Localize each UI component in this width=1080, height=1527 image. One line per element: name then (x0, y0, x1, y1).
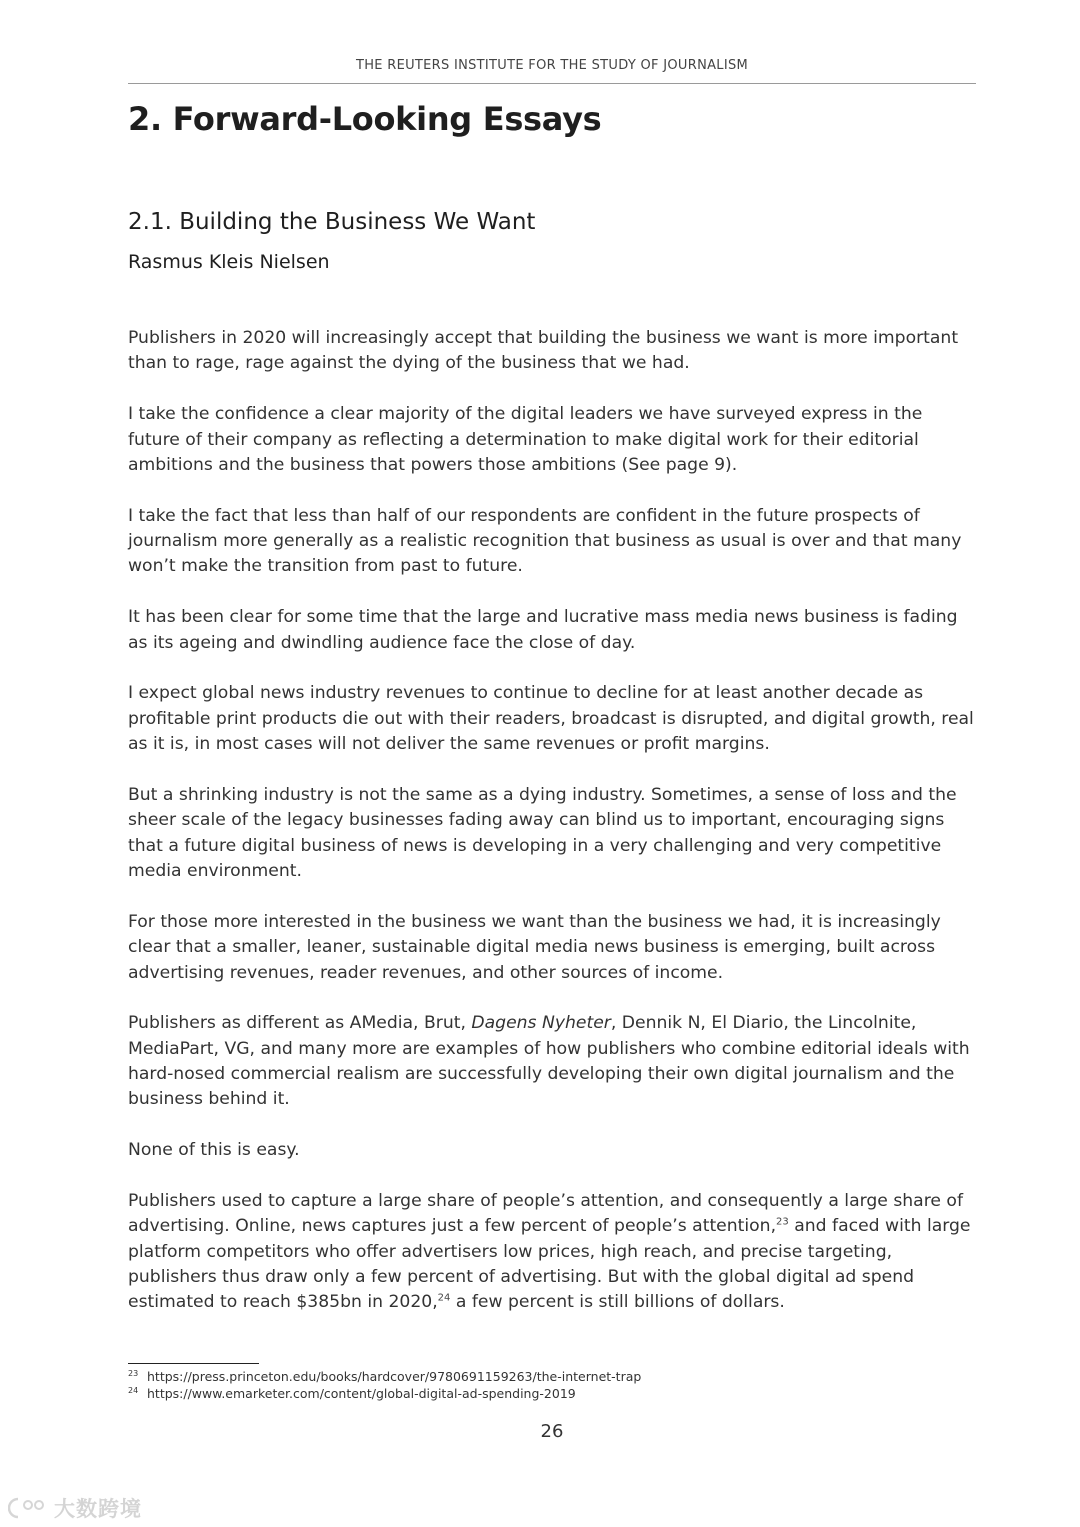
page-number: 26 (540, 1421, 564, 1442)
footnote-number: 23 (128, 1369, 139, 1378)
paragraph-publishers (128, 1011, 978, 1113)
chapter-title: 2. Forward-Looking Essays (128, 100, 602, 138)
paragraph: I take the confidence a clear majority of the digital leaders we have surveyed express in the future of their company as reflecting a determination to make digital work for their editorial ambitions and the business that powers those ambitions (See page 9). (128, 404, 923, 475)
footnote-ref-23[interactable]: 23 (776, 1216, 789, 1228)
author-name: Rasmus Kleis Nielsen (128, 251, 330, 273)
paragraph: It has been clear for some time that the large and lucrative mass media news business is fading as its ageing and dwindling audience face the close of day. (128, 607, 958, 653)
text-run: Publishers used to capture a large share of people’s attention, and consequently a large share of advertising. Online, news captures just a few percent of people’s attention, (128, 1190, 964, 1237)
footnote-link[interactable]: https://press.princeton.edu/books/hardcover/9780691159263/the-internet-trap (147, 1369, 642, 1384)
watermark-logo-icon (8, 1496, 50, 1520)
text-run: and faced with large platform competitors who offer advertisers low prices, high reach, and precise targeting, publishers thus draw only a few percent of advertising. But with the global digital ad spend estimated to reach $385bn in 2020, (128, 1216, 971, 1313)
paragraph-advertising (128, 1189, 978, 1316)
running-header: THE REUTERS INSTITUTE FOR THE STUDY OF JOURNALISM (128, 58, 976, 84)
paragraph: But a shrinking industry is not the same as a dying industry. Sometimes, a sense of loss and the sheer scale of the legacy businesses fading away can blind us to important, encouraging signs that a future digital business of news is developing in a very challenging and very competitive media environment. (128, 784, 957, 881)
paragraph: For those more interested in the business we want than the business we had, it is increasingly clear that a smaller, leaner, sustainable digital media news business is emerging, built across advertising revenues, reader revenues, and other sources of income. (128, 911, 941, 983)
footnote-link[interactable]: https://www.emarketer.com/content/global-digital-ad-spending-2019 (147, 1386, 576, 1401)
paragraph: I take the fact that less than half of our respondents are confident in the future prospects of journalism more generally as a realistic recognition that business as usual is over and that many won’t make the transition from past to future. (128, 505, 962, 577)
footnote (128, 1385, 641, 1402)
text-run: a few percent is still billions of dollars. (450, 1292, 785, 1313)
watermark (8, 1493, 142, 1523)
paragraph: Publishers in 2020 will increasingly accept that building the business we want is more important than to rage, rage against the dying of the business that we had. (128, 328, 959, 374)
footnote-ref-24[interactable]: 24 (437, 1292, 451, 1304)
watermark-text: 大数跨境 (54, 1497, 142, 1521)
footnote (128, 1368, 641, 1385)
section-title: 2.1. Building the Business We Want (128, 209, 536, 235)
footnote-number: 24 (128, 1386, 139, 1395)
text-run: , Dennik N, El Diario, the Lincolnite, MediaPart, VG, and many more are examples of how publishers who combine editorial ideals with hard-nosed commercial realism are successfully developing their own digital journalism and the business behind it. (128, 1013, 970, 1110)
text-run: Publishers as different as AMedia, Brut, (128, 1013, 472, 1034)
paragraph: None of this is easy. (128, 1140, 300, 1161)
essay-body (128, 326, 978, 1341)
footnotes (128, 1368, 641, 1402)
footnote-divider (128, 1363, 259, 1364)
paragraph: I expect global news industry revenues to continue to decline for at least another decade as profitable print products die out with their readers, broadcast is disrupted, and digital growth, real as it is, in most cases will not deliver the same revenues or profit margins. (128, 683, 974, 755)
publication-name: Dagens Nyheter (471, 1013, 611, 1034)
